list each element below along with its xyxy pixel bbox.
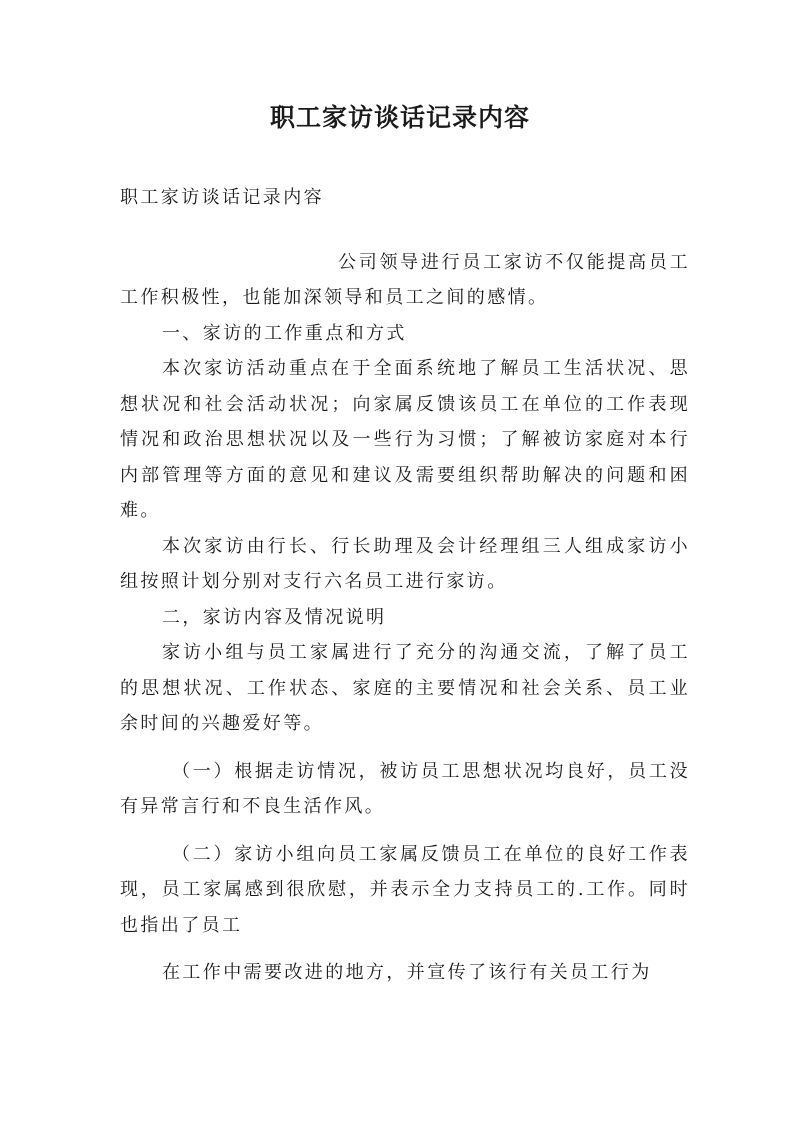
paragraph-item-2: （二）家访小组向员工家属反馈员工在单位的良好工作表现，员工家属感到很欣慰，并表示全力支持员工的.工作。同时也指出了员工	[120, 843, 690, 936]
paragraph-continuation: 在工作中需要改进的地方，并宣传了该行有关员工行为	[162, 962, 652, 983]
section-heading-2: 二，家访内容及情况说明	[162, 606, 387, 628]
paragraph-intro: 公司领导进行员工家访不仅能提高员工工作积极性，也能加深领导和员工之间的感情。	[120, 251, 690, 308]
document-title: 职工家访谈话记录内容	[269, 103, 530, 132]
document-body	[120, 180, 690, 991]
document-subtitle: 职工家访谈话记录内容	[120, 187, 324, 208]
paragraph-focus: 本次家访活动重点在于全面系统地了解员工生活状况、思想状况和社会活动状况；向家属反馈该员工在单位的工作表现情况和政治思想状况以及一些行为习惯；了解被访家庭对本行内部管理等方面的意见和建议及需要组织帮助解决的问题和困难。	[120, 358, 690, 521]
paragraph-communication: 家访小组与员工家属进行了充分的沟通交流，了解了员工的思想状况、工作状态、家庭的主要情况和社会关系、员工业余时间的兴趣爱好等。	[120, 642, 690, 734]
paragraph-team: 本次家访由行长、行长助理及会计经理组三人组成家访小组按照计划分别对支行六名员工进行家访。	[120, 535, 690, 592]
section-heading-1: 一、家访的工作重点和方式	[162, 322, 407, 344]
paragraph-item-1: （一）根据走访情况，被访员工思想状况均良好，员工没有异常言行和不良生活作风。	[120, 760, 690, 817]
